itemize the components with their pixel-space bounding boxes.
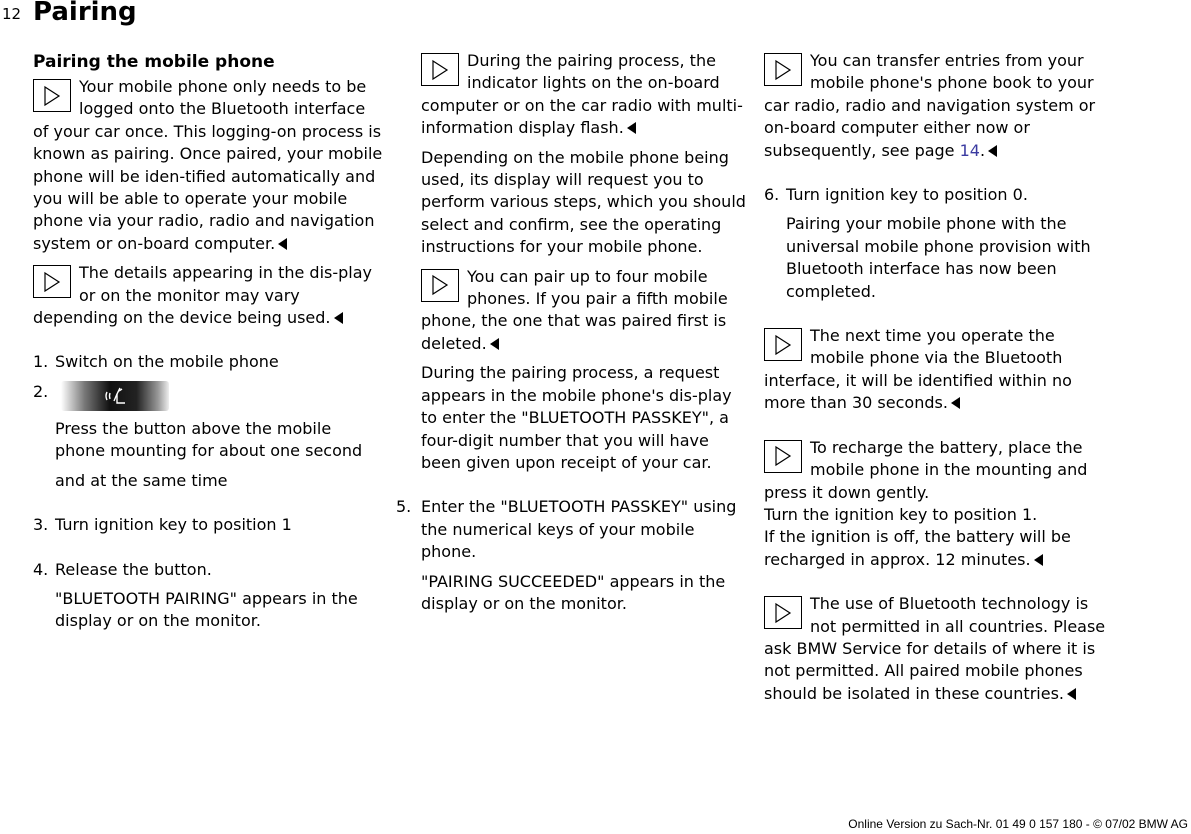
column-3 bbox=[764, 50, 1114, 705]
step-4-result: "BLUETOOTH PAIRING" appears in the display or on the monitor. bbox=[55, 588, 358, 631]
step-number: 4. bbox=[33, 559, 49, 579]
end-marker-icon bbox=[1067, 688, 1076, 700]
step-number: 5. bbox=[396, 497, 412, 517]
end-marker-icon bbox=[951, 397, 960, 409]
step-6-result: Pairing your mobile phone with the universal mobile phone provision with Bluetooth interface has now been completed. bbox=[786, 214, 1091, 301]
paragraph-passkey-request: During the pairing process, a request appears in the mobile phone's dis-play to enter the "BLUETOOTH PASSKEY", a four-digit number that you will have been given upon receipt of your car. bbox=[421, 363, 732, 472]
note-triangle-icon bbox=[764, 53, 802, 86]
step-2 bbox=[33, 381, 383, 411]
note-four-phones bbox=[421, 266, 746, 356]
column-2 bbox=[396, 50, 746, 615]
note-text: The details appearing in the dis-play or on the monitor may vary depending on the device being used. bbox=[33, 263, 373, 328]
step-text: Release the button. bbox=[55, 559, 212, 579]
step-2-text: Press the button above the mobile phone mounting for about one second bbox=[55, 418, 363, 461]
column-1 bbox=[33, 50, 383, 633]
note-text: You can transfer entries from your mobile phone's phone book to your car radio, radio and navigation system or on-board computer either now or subsequently, see page bbox=[764, 51, 1096, 160]
step-number: 6. bbox=[764, 185, 780, 205]
step-3 bbox=[33, 514, 383, 536]
note-text: During the pairing process, the indicator lights on the on-board computer or on the car radio with multi-information display flash. bbox=[421, 51, 743, 138]
end-marker-icon bbox=[1034, 554, 1043, 566]
note-text-line2: Turn the ignition key to position 1. bbox=[764, 504, 1038, 524]
step-2-text-b: and at the same time bbox=[55, 470, 228, 490]
step-text: Turn ignition key to position 1 bbox=[55, 515, 292, 535]
step-text: Switch on the mobile phone bbox=[55, 352, 279, 372]
step-number: 2. bbox=[33, 381, 49, 401]
footer-copyright: Online Version zu Sach-Nr. 01 49 0 157 180 - © 07/02 BMW AG bbox=[848, 817, 1188, 831]
note-text: The use of Bluetooth technology is not permitted in all countries. Please ask BMW Service for details of where it is not permitted. All paired mobile phones should be isolated in these countries. bbox=[764, 594, 1106, 703]
end-marker-icon bbox=[988, 145, 997, 157]
end-marker-icon bbox=[278, 238, 287, 250]
end-marker-icon bbox=[490, 338, 499, 350]
note-phone-book bbox=[764, 50, 1114, 162]
note-triangle-icon bbox=[764, 328, 802, 361]
note-triangle-icon bbox=[33, 265, 71, 298]
step-1 bbox=[33, 351, 383, 373]
step-4 bbox=[33, 559, 383, 581]
note-triangle-icon bbox=[421, 269, 459, 302]
step-number: 1. bbox=[33, 352, 49, 372]
note-next-time bbox=[764, 325, 1114, 415]
note-display-details bbox=[33, 262, 383, 329]
note-pairing-once bbox=[33, 76, 383, 255]
phone-button-icon bbox=[61, 381, 169, 411]
note-text: To recharge the battery, place the mobile phone in the mounting and press it down gently. bbox=[764, 437, 1088, 502]
end-marker-icon bbox=[334, 312, 343, 324]
step-5-result: "PAIRING SUCCEEDED" appears in the display or on the monitor. bbox=[421, 571, 726, 613]
note-text: The next time you operate the mobile phone via the Bluetooth interface, it will be identified within no more than 30 seconds. bbox=[764, 326, 1072, 413]
note-triangle-icon bbox=[764, 440, 802, 473]
step-number: 3. bbox=[33, 515, 49, 535]
page-link[interactable]: 14 bbox=[959, 140, 980, 160]
end-marker-icon bbox=[627, 122, 636, 134]
note-text: You can pair up to four mobile phones. If you pair a fifth mobile phone, the one that was paired first is deleted. bbox=[421, 266, 728, 353]
step-6 bbox=[764, 184, 1114, 206]
step-text: Turn ignition key to position 0. bbox=[786, 185, 1028, 205]
section-heading: Pairing the mobile phone bbox=[33, 52, 275, 72]
page-number: 12 bbox=[2, 5, 22, 23]
step-5 bbox=[396, 496, 746, 563]
note-indicator-lights bbox=[421, 50, 746, 140]
note-recharge bbox=[764, 437, 1114, 571]
note-text: Your mobile phone only needs to be logged onto the Bluetooth interface of your car once. This logging-on process is known as pairing. Once paired, your mobile phone will be iden-tified automatically and you will be able to operate your mobile phone via your radio, radio and navigation system or on-board computer. bbox=[33, 77, 383, 253]
note-triangle-icon bbox=[421, 53, 459, 86]
page-title: Pairing bbox=[33, 0, 137, 27]
note-text-end: . bbox=[979, 140, 986, 160]
step-text: Enter the "BLUETOOTH PASSKEY" using the numerical keys of your mobile phone. bbox=[421, 497, 737, 562]
note-triangle-icon bbox=[33, 79, 71, 112]
note-triangle-icon bbox=[764, 596, 802, 629]
note-bluetooth-countries bbox=[764, 593, 1114, 705]
paragraph-display-request: Depending on the mobile phone being used, its display will request you to perform various steps, which you should select and confirm, see the operating instructions for your mobile phone. bbox=[421, 147, 746, 257]
note-text-line3: If the ignition is off, the battery will be recharged in approx. 12 minutes. bbox=[764, 527, 1071, 569]
